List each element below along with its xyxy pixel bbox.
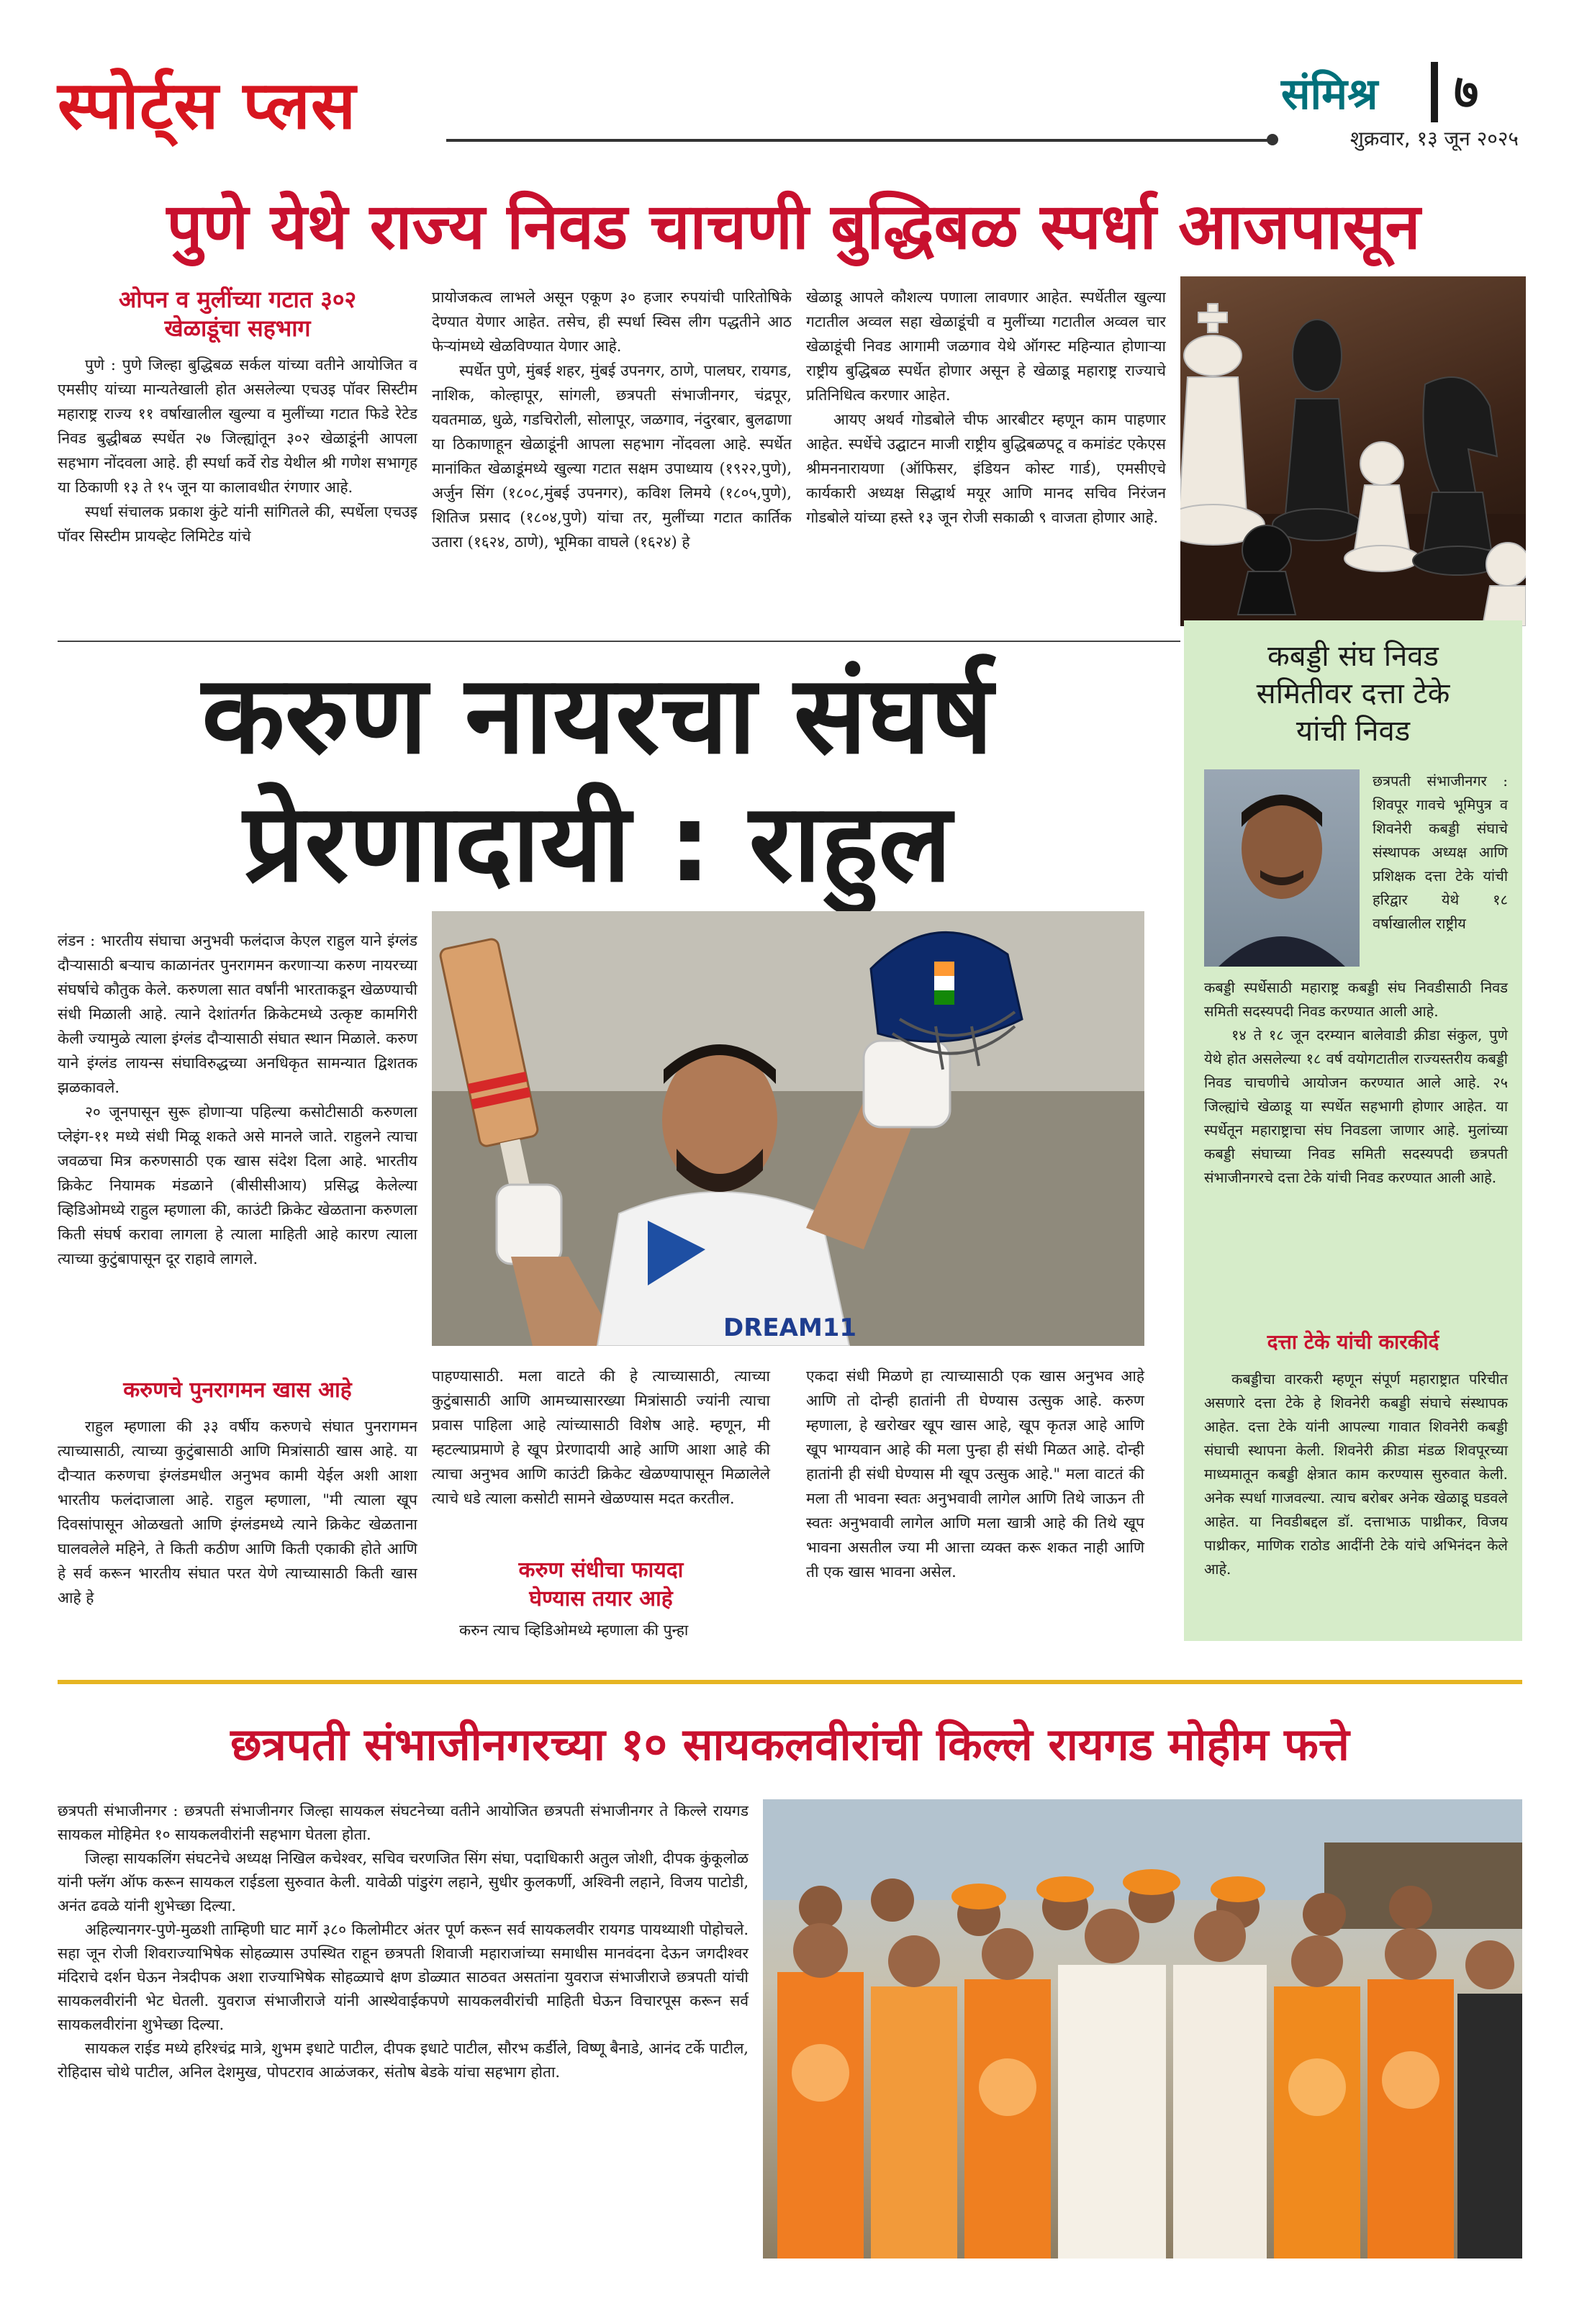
portrait-illustration — [1204, 769, 1360, 967]
kabaddi-subhead: दत्ता टेके यांची कारकीर्द — [1267, 1330, 1439, 1354]
kabaddi-headline-line3: यांची निवड — [1296, 715, 1411, 748]
karun-col2-para: करुन त्याच व्हिडिओमध्ये म्हणाला की पुन्हा — [459, 1622, 689, 1639]
karun-column-1-continued — [58, 1414, 417, 1673]
chess-subhead-line2: खेळाडूंचा सहभाग — [164, 315, 311, 342]
kabaddi-body — [1204, 976, 1508, 1190]
chess-headline: पुणे येथे राज्य निवड चाचणी बुद्धिबळ स्पर्धा आजपासून — [166, 189, 1421, 263]
karun-subhead-2 — [432, 1556, 770, 1614]
chess-subhead — [58, 285, 417, 343]
karun-column-2 — [432, 1364, 770, 1511]
chess-col1-para: स्पर्धा संचालक प्रकाश कुंटे यांनी सांगितले की, स्पर्धेला एचउइ पॉवर सिस्टीम प्रायव्हेट लिमिटेड यांचे — [58, 503, 417, 545]
karun-col2-para: पाहण्यासाठी. मला वाटते की हे त्याच्यासाठी, त्याच्या कुटुंबासाठी आणि आमच्यासारख्या मित्रांसाठी ज्यांनी त्याचा प्रवास पाहिला आहे त्यांच्यासाठी विशेष आहे. म्हणून, मी म्हटल्याप्रमाणे हे खूप प्रेरणादायी आहे आणि आशा आहे की त्याचा अनुभव आणि काउंटी क्रिकेट खेळण्यापासून मिळालेले त्याचे धडे त्याला कसोटी सामने खेळण्यास मदत करतील. — [432, 1367, 770, 1507]
kabaddi-para: कबड्डीचा वारकरी म्हणून संपूर्ण महाराष्ट्रात परिचीत असणारे दत्ता टेके हे शिवनेरी कबड्डी संघाचे संस्थापक आहेत. दत्ता टेके यांनी आपल्या गावात शिवनेरी कबड्डी संघाची स्थापना केली. शिवनेरी क्रीडा मंडळ शिवपूरच्या माध्यमातून कबड्डी क्षेत्रात काम करण्यास सुरुवात केली. अनेक स्पर्धा गाजवल्या. त्याच बरोबर अनेक खेळाडू घडवले आहेत. या निवडीबद्दल डॉ. दत्ताभाऊ पाथ्रीकर, विजय पाथ्रीकर, माणिक राठोड आदींनी टेके यांचे अभिनंदन केले आहे. — [1204, 1370, 1508, 1578]
kabaddi-para: छत्रपती संभाजीनगर : शिवपूर गावचे भूमिपुत्र व शिवनेरी कबड्डी संघाचे संस्थापक अध्यक्ष आणि प्रशिक्षक दत्ता टेके यांची हरिद्वार येथे १८ वर्षाखालील राष्ट्रीय — [1373, 772, 1508, 932]
cycling-para: जिल्हा सायकलिंग संघटनेचे अध्यक्ष निखिल कचेश्वर, सचिव चरणजित सिंग संघा, पदाधिकारी अतुल जोशी, दीपक कुंकूलोळ यांनी फ्लॅग ऑफ करून सायकल राईडला सुरुवात केली. यावेळी पांडुरंग लहाने, सुधीर कुलकर्णी, अश्विनी लहाने, विजय पाटोडी, अनंत ढवळे यांनी शुभेच्छा दिल्या. — [58, 1850, 749, 1914]
chess-pieces-photo — [1180, 276, 1526, 626]
chess-pieces-illustration — [1180, 276, 1526, 626]
kabaddi-career — [1204, 1367, 1508, 1581]
karun-nair-photo — [432, 911, 1144, 1346]
group-illustration — [763, 1799, 1522, 2259]
karun-column-3 — [806, 1364, 1144, 1584]
kabaddi-beside-photo — [1373, 769, 1508, 936]
chess-col2-para: स्पर्धेत पुणे, मुंबई शहर, मुंबई उपनगर, ठाणे, पालघर, रायगड, नाशिक, कोल्हापूर, सांगली, छत्रपती संभाजीनगर, चंद्रपूर, यवतमाळ, धुळे, गडचिरोली, सोलापूर, जळगाव, नंदुरबार, बुलढाणा या ठिकाणाहून खेळाडूंनी आपला सहभाग नोंदवला आहे. स्पर्धेत मानांकित खेळाडूंमध्ये खुल्या गटात सक्षम उपाध्याय (१९२२,पुणे), अर्जुन सिंग (१८०८,मुंबई उपनगर), कविश लिमये (१८०५,पुणे), शितिज प्रसाद (१८०४,पुणे) यांचा तर, मुलींच्या गटात कार्तिक उतारा (१६२४, ठाणे), भूमिका वाघले (१६२४) हे — [432, 362, 792, 551]
cycling-para: अहिल्यानगर-पुणे-मुळशी ताम्हिणी घाट मार्गे ३८० किलोमीटर अंतर पूर्ण करून सर्व सायकलवीर रायगड पायथ्याशी पोहोचले. सहा जून रोजी शिवराज्याभिषेक सोहळ्यास उपस्थित राहून छत्रपती शिवाजी महाराजांच्या समाधीस मानवंदना देऊन जगदीश्वर मंदिराचे दर्शन घेऊन नेत्रदीपक अशा राज्याभिषेक सोहळ्याचे क्षण डोळ्यात साठवत असतांना युवराज संभाजीराजे छत्रपती यांची सायकलवीरांनी भेट घेतली. युवराज संभाजीराजे यांनी आस्थेवाईकपणे सायकलवीरांची माहिती घेऊन विचारपूस करून सर्व सायकलवीरांना शुभेच्छा दिल्या. — [58, 1921, 749, 2033]
cyclists-group-photo — [763, 1799, 1522, 2259]
cycling-body — [58, 1799, 749, 2084]
kabaddi-box — [1184, 620, 1522, 1641]
jersey-sponsor-text: DREAM11 — [723, 1314, 857, 1342]
page-number: ७ — [1454, 64, 1479, 119]
chess-column-2 — [432, 285, 792, 605]
karun-col3-para: एकदा संधी मिळणे हा त्याच्यासाठी एक खास अनुभव आहे आणि तो दोन्ही हातांनी ती घेण्यास उत्सुक आहे. करुण म्हणाला, हे खरोखर खूप खास आहे, खूप कृतज्ञ आहे आणि खूप भाग्यवान आहे की मला पुन्हा ही संधी मिळत आहे. दोन्ही हातांनी ही संधी घेण्यास मी खूप उत्सुक आहे." मला वाटतं की मला ती भावना स्वतः अनुभवावी लागेल आणि तिथे जाऊन ती स्वतः अनुभवावी लागेल आणि मला खात्री आहे की तिथे खूप भावना असतील ज्या मी आत्ता व्यक्त करू शकत नाही आणि ती एक खास भावना असेल. — [806, 1367, 1144, 1581]
batter-illustration — [432, 911, 1144, 1346]
kabaddi-headline-line1: कबड्डी संघ निवड — [1267, 640, 1439, 673]
karun-column-1 — [58, 928, 417, 1271]
karun-col1-para: लंडन : भारतीय संघाचा अनुभवी फलंदाज केएल राहुल याने इंग्लंड दौऱ्यासाठी बऱ्याच काळानंतर पुनरागमन करणाऱ्या करुण नायरच्या संघर्षाचे कौतुक केले. करुणला सात वर्षांनी भारताकडून खेळण्याची संधी मिळाली आहे. त्याने देशांतर्गत क्रिकेटमध्ये उत्कृष्ट कामगिरी केली ज्यामुळे त्याला इंग्लंड दौऱ्यासाठी संघात स्थान मिळाले. करुण याने इंग्लंड लायन्स संघाविरुद्धच्या अनधिकृत सामन्यात द्विशतक झळकावले. — [58, 932, 417, 1096]
section-name: संमिश्र — [1281, 69, 1378, 119]
cycling-headline: छत्रपती संभाजीनगरच्या १० सायकलवीरांची किल्ले रायगड मोहीम फत्ते — [230, 1718, 1349, 1771]
karun-headline-line2: प्रेरणादायी : राहुल — [243, 781, 952, 906]
chess-col1-para: पुणे : पुणे जिल्हा बुद्धिबळ सर्कल यांच्या वतीने आयोजित व एमसीए यांच्या मान्यतेखाली होत असलेल्या एचउइ पॉवर सिस्टीम महाराष्ट्र राज्य ११ वर्षाखालील खुल्या व मुलींच्या गटात फिडे रेटेड निवड बुद्धीबळ स्पर्धेत २७ जिल्ह्यांतून ३०२ खेळाडूंनी आपला सहभाग नोंदवला आहे. ही स्पर्धा कर्वे रोड येथील श्री गणेश सभागृह या ठिकाणी १३ ते १५ जून या कालावधीत रंगणार आहे. — [58, 356, 417, 496]
datta-teke-photo — [1204, 769, 1360, 967]
karun-col1-para: राहुल म्हणाला की ३३ वर्षीय करुणचे संघात पुनरागमन त्याच्यासाठी, त्याच्या कुटुंबासाठी आणि मित्रांसाठी खास आहे. या दौऱ्यात करुणचा इंग्लंडमधील अनुभव कामी येईल अशी आशा भारतीय फलंदाजाला आहे. राहुल म्हणाला, "मी त्याला खूप दिवसांपासून ओळखतो आणि इंग्लंडमध्ये त्याने क्रिकेट खेळताना घालवलेले महिने, ते किती कठीण आणि किती एकाकी होते आणि हे सर्व करून भारतीय संघात परत येणे त्याच्यासाठी किती खास आहे हे — [58, 1418, 417, 1606]
karun-subhead-2-line2: घेण्यास तयार आहे — [529, 1586, 673, 1611]
karun-column-2-continued — [432, 1618, 770, 1642]
chess-column-3 — [806, 285, 1166, 605]
kabaddi-headline-line2: समितीवर दत्ता टेके — [1256, 677, 1450, 710]
section-title: स्पोर्ट्स प्लस — [58, 67, 357, 144]
kabaddi-para: कबड्डी स्पर्धेसाठी महाराष्ट्र कबड्डी संघ निवडीसाठी निवड समिती सदस्यपदी निवड करण्यात आली आहे. — [1204, 979, 1508, 1020]
karun-subhead-1: करुणचे पुनरागमन खास आहे — [123, 1378, 352, 1403]
chess-col3-para: खेळाडू आपले कौशल्य पणाला लावणार आहेत. स्पर्धेतील खुल्या गटातील अव्वल सहा खेळाडूंची व मुलींच्या गटातील अव्वल चार खेळाडूंची निवड आगामी जळगाव येथे ऑगस्ट महिन्यात होणाऱ्या राष्ट्रीय बुद्धिबळ स्पर्धेत होणार असून हे खेळाडू महाराष्ट्र राज्याचे प्रतिनिधित्व करणार आहेत. — [806, 289, 1166, 404]
masthead-rule-cap — [1267, 134, 1278, 145]
karun-col1-para: २० जूनपासून सुरू होणाऱ्या पहिल्या कसोटीसाठी करुणला प्लेइंग-११ मध्ये संधी मिळू शकते असे मानले जाते. राहुलने त्याचा जवळचा मित्र करुणसाठी एक खास संदेश दिला आहे. भारतीय क्रिकेट नियामक मंडळाने (बीसीसीआय) प्रसिद्ध केलेल्या व्हिडिओमध्ये राहुल म्हणाला की, काउंटी क्रिकेट खेळताना करुणला किती संघर्ष करावा लागला हे त्याला माहिती आहे कारण त्याला त्याच्या कुटुंबापासून दूर राहावे लागले. — [58, 1103, 417, 1267]
chess-col2-para: प्रायोजकत्व लाभले असून एकूण ३० हजार रुपयांची पारितोषिके देण्यात येणार आहेत. तसेच, ही स्पर्धा स्विस लीग पद्धतीने आठ फेऱ्यांमध्ये खेळविण्यात येणार आहे. — [432, 289, 792, 355]
kabaddi-headline — [1184, 638, 1522, 750]
section-divider-1 — [58, 641, 1180, 642]
chess-subhead-line1: ओपन व मुलींच्या गटात ३०२ — [118, 286, 357, 313]
kabaddi-para: १४ ते १८ जून दरम्यान बालेवाडी क्रीडा संकुल, पुणे येथे होत असलेल्या १८ वर्ष वयोगटातील राज्यस्तरीय कबड्डी निवड चाचणीचे आयोजन करण्यात आले आहे. २५ जिल्ह्यांचे खेळाडू या स्पर्धेत सहभागी होणार आहेत. या स्पर्धेतून महाराष्ट्राचा संघ निवडला जाणार आहे. मुलांच्या कबड्डी संघाच्या निवड समिती सदस्यपदी छत्रपती संभाजीनगरचे दत्ता टेके यांची निवड करण्यात आली आहे. — [1204, 1026, 1508, 1186]
chess-column-1 — [58, 353, 417, 605]
section-divider — [1431, 62, 1438, 122]
section-divider-gold — [58, 1680, 1522, 1684]
chess-col3-para: आयए अथर्व गोडबोले चीफ आरबीटर म्हणून काम पाहणार आहेत. स्पर्धेचे उद्घाटन माजी राष्ट्रीय बुद्धिबळपटू व कमांडंट एकेएस श्रीमननारायणा (ऑफिसर, इंडियन कोस्ट गार्ड), एमसीएचे कार्यकारी अध्यक्ष सिद्धार्थ मयूर आणि मानद सचिव निरंजन गोडबोले यांच्या हस्ते १३ जून रोजी सकाळी ९ वाजता होणार आहे. — [806, 411, 1166, 526]
karun-headline-line1: करुण नायरचा संघर्ष — [202, 653, 993, 778]
cycling-para: सायकल राईड मध्ये हरिश्चंद्र मात्रे, शुभम इधाटे पाटील, दीपक इधाटे पाटील, सौरभ कर्डीले, विष्णू बैनाडे, आनंद टर्के पाटील, रोहिदास चोथे पाटील, अनिल देशमुख, पोपटराव आळंजकर, संतोष बेडके यांचा सहभाग होता. — [58, 2040, 749, 2081]
cycling-para: छत्रपती संभाजीनगर : छत्रपती संभाजीनगर जिल्हा सायकल संघटनेच्या वतीने आयोजित छत्रपती संभाजीनगर ते किल्ले रायगड सायकल मोहिमेत १० सायकलवीरांनी सहभाग घेतला होता. — [58, 1802, 749, 1843]
issue-date: शुक्रवार, १३ जून २०२५ — [1349, 127, 1519, 150]
karun-subhead-2-line1: करुण संधीचा फायदा — [518, 1557, 684, 1583]
karun-headline — [58, 651, 1137, 908]
masthead-rule — [446, 139, 1274, 142]
